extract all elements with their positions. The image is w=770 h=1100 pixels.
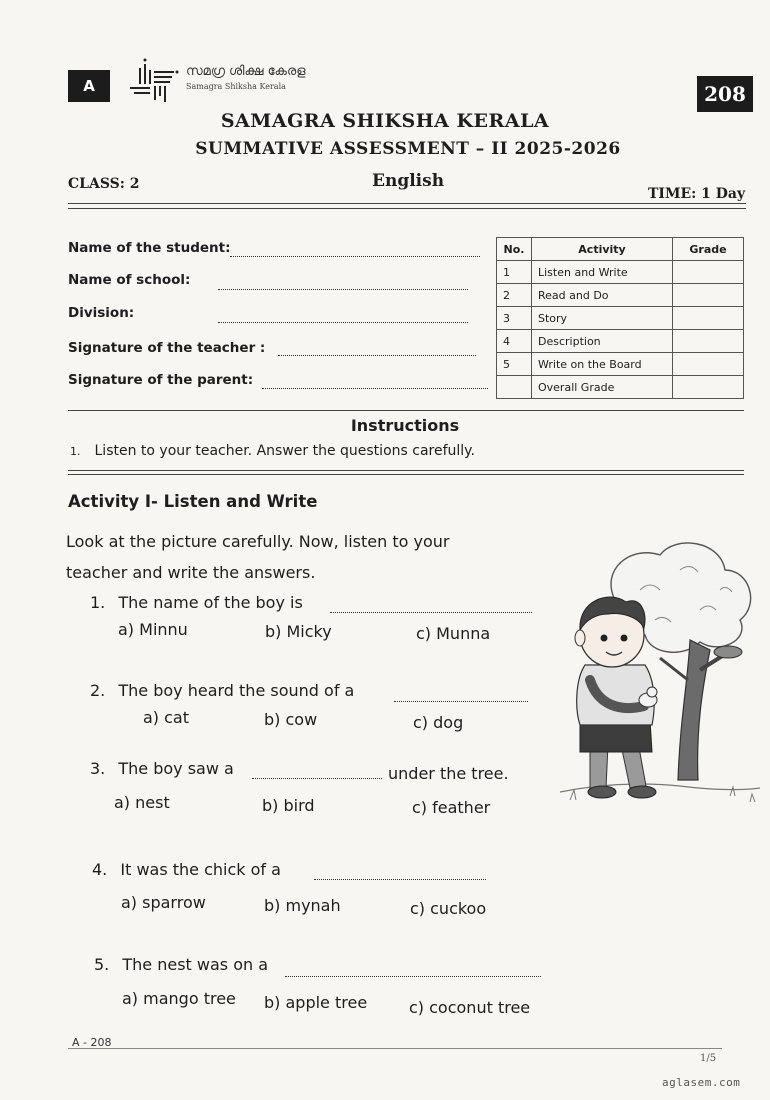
grade-table-header [497,238,744,261]
table-row [497,330,744,353]
division-field[interactable] [218,322,468,323]
question-3-suffix: under the tree. [388,764,509,783]
boy-under-tree-illustration [560,530,765,830]
option-1a[interactable]: a) Minnu [118,620,188,639]
question-3 [90,759,234,778]
option-2c[interactable]: c) dog [413,713,464,732]
option-1c[interactable]: c) Munna [416,624,491,643]
option-5b[interactable]: b) apple tree [264,993,368,1012]
row-grade[interactable] [673,376,744,399]
question-text: The boy heard the sound of a [118,681,355,700]
footer-paper-ref: A - 208 [72,1036,112,1049]
instruction-item [70,443,475,459]
row-grade[interactable] [673,330,744,353]
question-number: 5. [94,955,110,974]
row-no: 1 [497,261,532,284]
activity-title: Activity I- Listen and Write [68,492,318,511]
row-grade[interactable] [673,284,744,307]
header-divider [68,203,746,204]
col-header-activity: Activity [532,238,673,261]
row-grade[interactable] [673,353,744,376]
table-row [497,307,744,330]
parent-signature-field[interactable] [262,388,488,389]
table-row [497,261,744,284]
school-name-label: Name of school: [68,272,191,288]
col-header-no: No. [497,238,532,261]
option-3a[interactable]: a) nest [114,793,170,812]
activity-intro-line1: Look at the picture carefully. Now, listen to your [66,532,450,551]
answer-blank-3[interactable] [252,778,382,779]
question-5 [94,955,268,974]
row-no: 3 [497,307,532,330]
subject-title: English [372,171,445,191]
paper-code-badge: 208 [697,76,753,112]
table-row [497,284,744,307]
parent-signature-label: Signature of the parent: [68,372,254,388]
page-number: 1/5 [700,1053,717,1064]
row-activity: Read and Do [532,284,673,307]
watermark: aglasem.com [662,1076,741,1089]
option-1b[interactable]: b) Micky [265,622,332,641]
logo-text-malayalam: സമഗ്ര ശിക്ഷ കേരള [186,64,306,79]
option-4b[interactable]: b) mynah [264,896,341,915]
row-activity: Listen and Write [532,261,673,284]
row-activity: Overall Grade [532,376,673,399]
option-5a[interactable]: a) mango tree [122,989,236,1008]
row-activity: Description [532,330,673,353]
row-activity: Story [532,307,673,330]
row-grade[interactable] [673,261,744,284]
answer-blank-5[interactable] [285,976,541,977]
option-2a[interactable]: a) cat [143,708,190,727]
grade-table [496,237,744,399]
exam-title: SUMMATIVE ASSESSMENT – II 2025-2026 [195,139,621,159]
col-header-grade: Grade [673,238,744,261]
activity-intro-line2: teacher and write the answers. [66,563,316,582]
question-4 [92,860,281,879]
instructions-divider-2 [68,474,744,475]
table-row [497,353,744,376]
row-no: 2 [497,284,532,307]
question-number: 3. [90,759,106,778]
student-name-label: Name of the student: [68,240,231,256]
instructions-title: Instructions [350,416,460,435]
question-2 [90,681,354,700]
option-4c[interactable]: c) cuckoo [410,899,487,918]
option-5c[interactable]: c) coconut tree [409,998,531,1017]
row-activity: Write on the Board [532,353,673,376]
teacher-signature-field[interactable] [278,355,476,356]
option-4a[interactable]: a) sparrow [121,893,206,912]
org-title: SAMAGRA SHIKSHA KERALA [220,110,550,132]
question-text: The nest was on a [122,955,269,974]
answer-blank-4[interactable] [314,879,486,880]
table-row [497,376,744,399]
question-number: 1. [90,593,106,612]
set-code-badge: A [68,70,110,102]
question-number: 2. [90,681,106,700]
student-name-field[interactable] [230,256,480,257]
question-1 [90,593,303,612]
logo-text-english: Samagra Shiksha Kerala [186,82,286,91]
row-no: 5 [497,353,532,376]
teacher-signature-label: Signature of the teacher : [68,340,266,356]
info-divider [68,410,744,411]
footer-divider [68,1048,722,1049]
row-no: 4 [497,330,532,353]
class-label: CLASS: 2 [68,176,140,192]
question-text: The boy saw a [118,759,234,778]
row-no [497,376,532,399]
answer-blank-2[interactable] [394,701,528,702]
school-name-field[interactable] [218,289,468,290]
row-grade[interactable] [673,307,744,330]
samagra-shiksha-logo [128,58,182,102]
time-label: TIME: 1 Day [648,186,746,202]
option-2b[interactable]: b) cow [264,710,318,729]
question-number: 4. [92,860,108,879]
header-divider-2 [68,208,746,209]
question-text: It was the chick of a [120,860,281,879]
instruction-text: Listen to your teacher. Answer the questions carefully. [94,443,475,459]
instruction-number: 1. [70,445,81,458]
instructions-divider [68,470,744,471]
option-3c[interactable]: c) feather [412,798,491,817]
option-3b[interactable]: b) bird [262,796,315,815]
division-label: Division: [68,305,135,321]
question-text: The name of the boy is [118,593,303,612]
answer-blank-1[interactable] [330,612,532,613]
